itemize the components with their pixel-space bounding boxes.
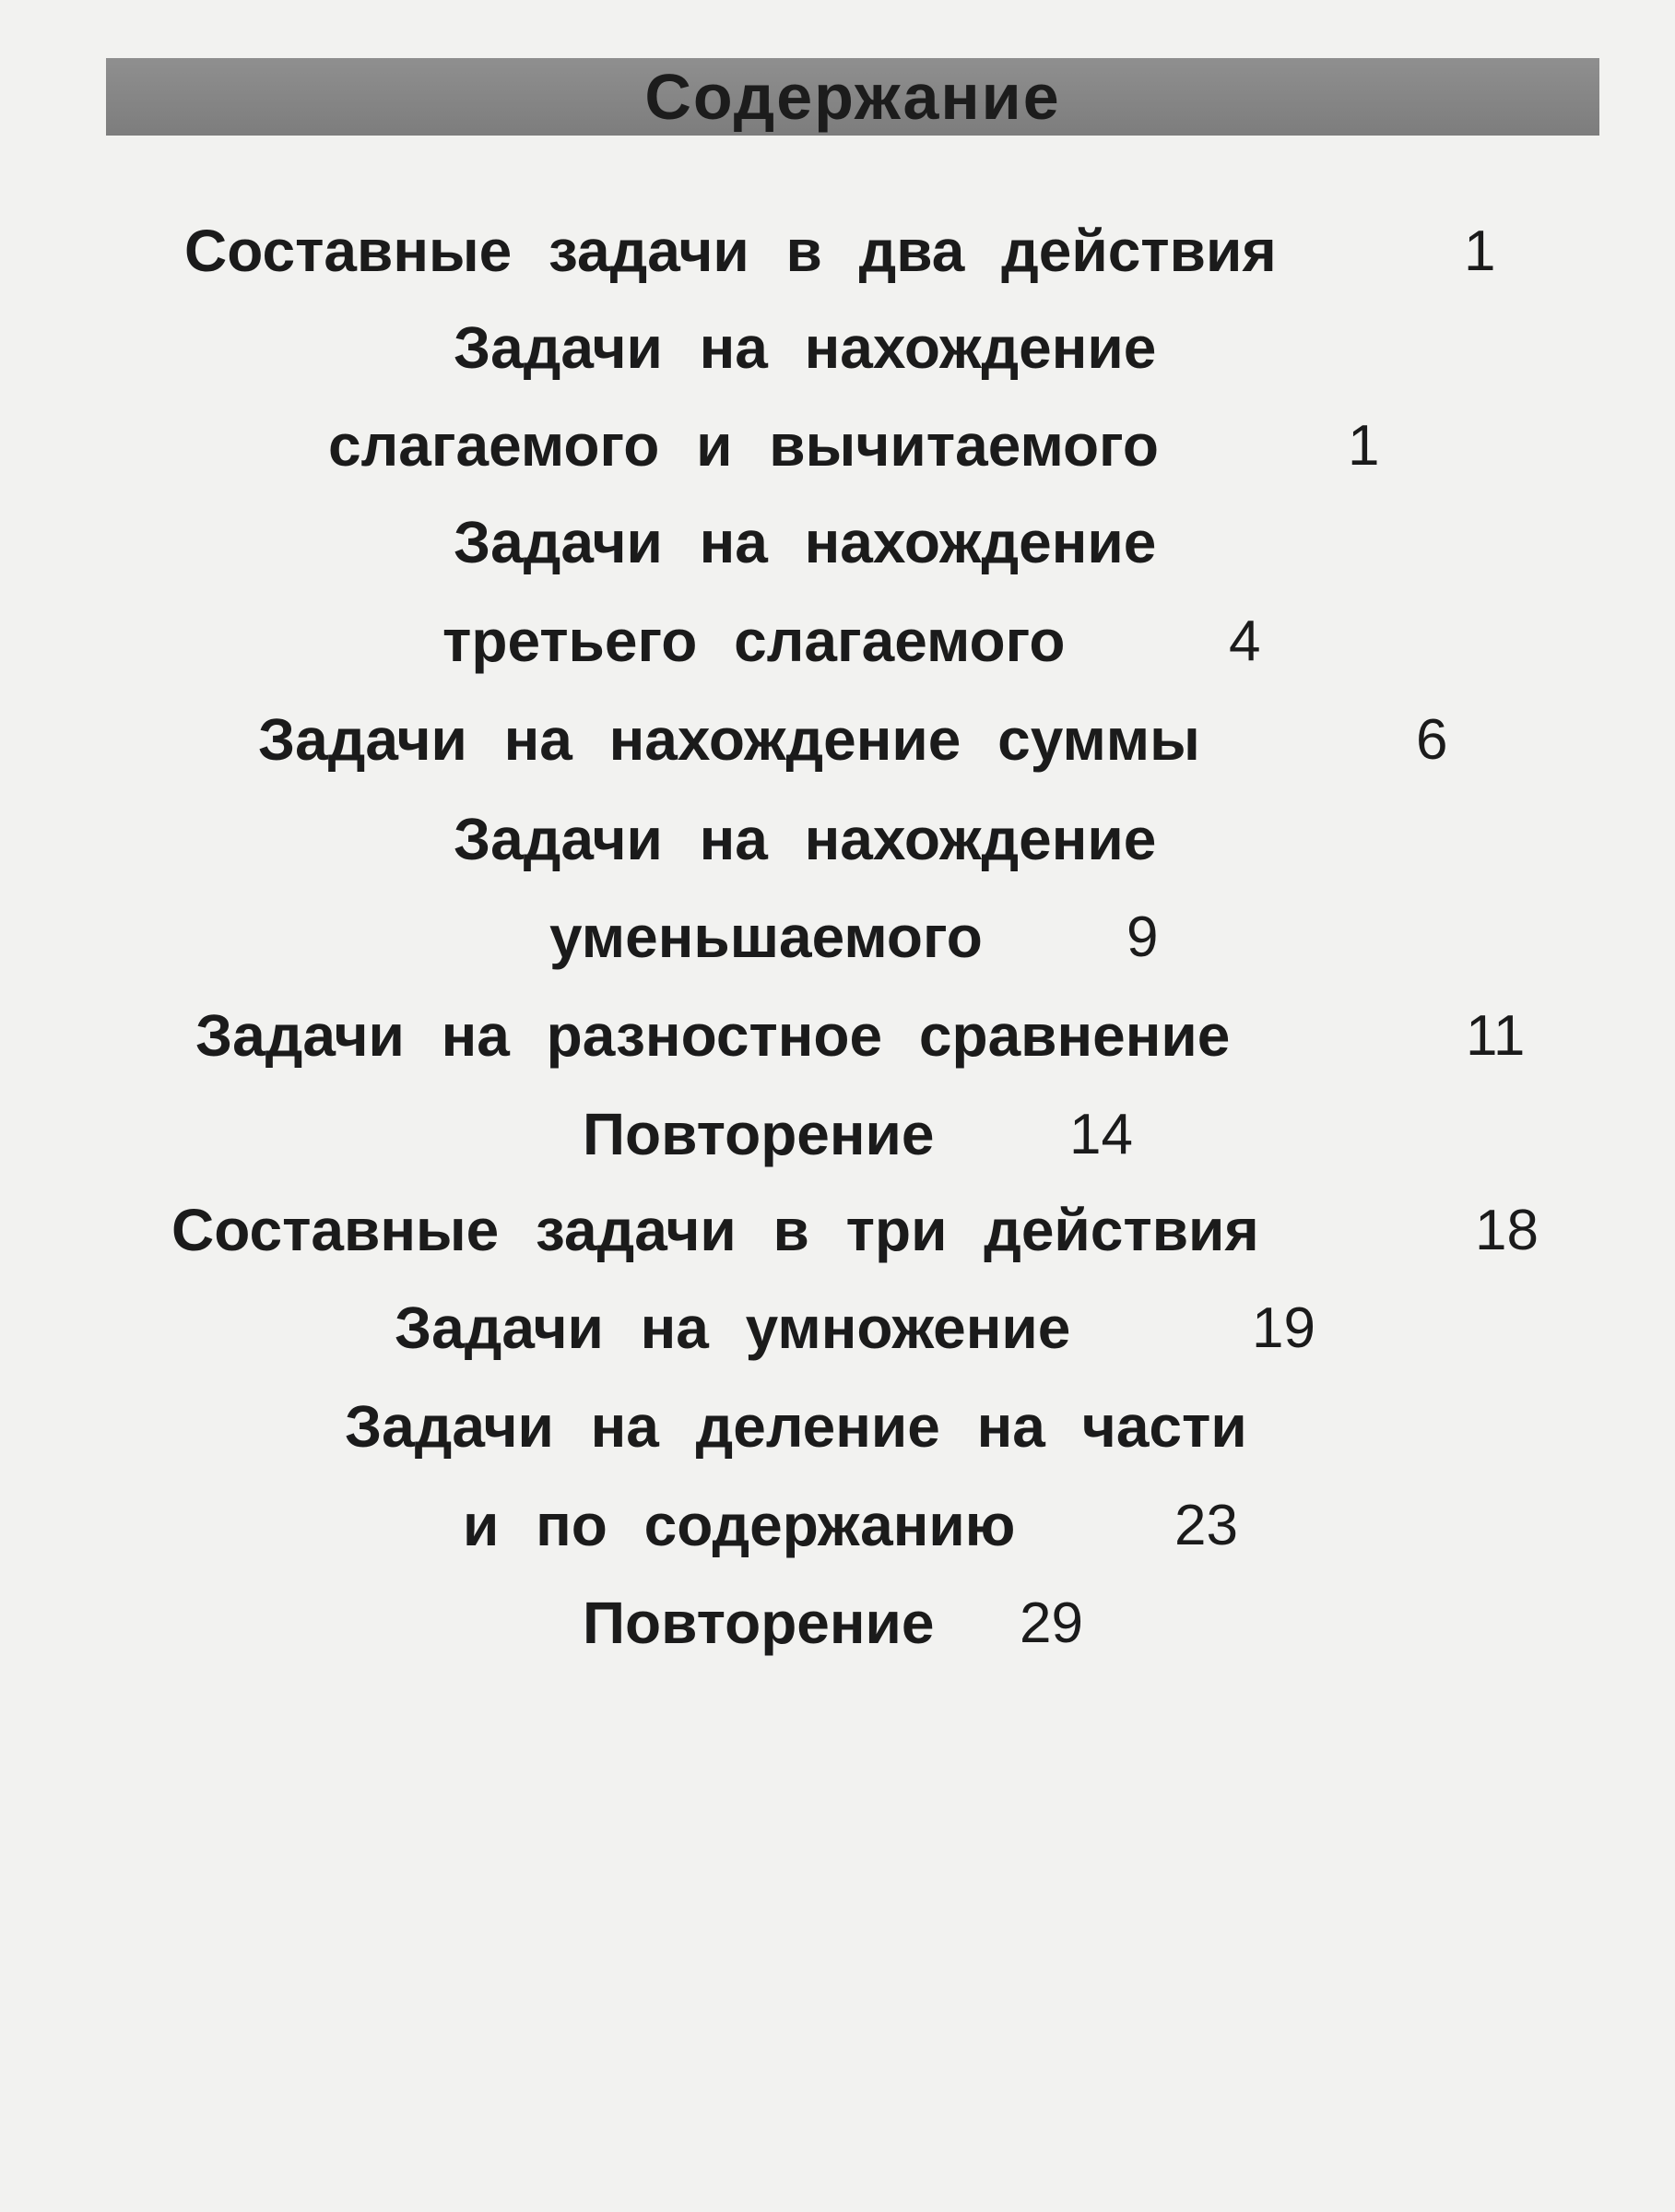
toc-page-number[interactable]: 19 (1252, 1296, 1315, 1360)
toc-page-number[interactable]: 1 (1348, 414, 1380, 478)
toc-entry-title-cont[interactable]: уменьшаемого (549, 904, 983, 970)
toc-entry-title[interactable]: Задачи на нахождение (454, 806, 1157, 872)
toc-entry-title[interactable]: Задачи на нахождение (454, 314, 1157, 381)
toc-page-number[interactable]: 23 (1174, 1494, 1238, 1557)
toc-page-number[interactable]: 6 (1416, 708, 1448, 772)
toc-page-number[interactable]: 14 (1069, 1103, 1133, 1166)
contents-title: Содержание (644, 61, 1061, 133)
toc-entry-title[interactable]: Задачи на умножение (395, 1295, 1071, 1361)
toc-page-number[interactable]: 29 (1020, 1591, 1083, 1655)
toc-entry-title[interactable]: Повторение (583, 1101, 935, 1167)
toc-entry-title[interactable]: Повторение (583, 1590, 935, 1656)
toc-entry-title[interactable]: Задачи на нахождение суммы (258, 706, 1200, 773)
toc-entry-title[interactable]: Задачи на нахождение (454, 509, 1157, 575)
toc-page-number[interactable]: 11 (1466, 1004, 1526, 1068)
toc-entry-title-cont[interactable]: слагаемого и вычитаемого (328, 412, 1159, 479)
toc-page-number[interactable]: 18 (1475, 1199, 1539, 1262)
toc-entry-title[interactable]: Составные задачи в три действия (171, 1197, 1259, 1263)
toc-entry-title[interactable]: Задачи на разностное сравнение (195, 1002, 1231, 1069)
toc-page-number[interactable]: 9 (1126, 905, 1159, 969)
toc-page-number[interactable]: 4 (1229, 609, 1261, 673)
toc-page-number[interactable]: 1 (1464, 219, 1496, 283)
toc-entry-title-cont[interactable]: и по содержанию (463, 1492, 1016, 1558)
toc-entry-title-cont[interactable]: третьего слагаемого (442, 608, 1066, 674)
toc-entry-title[interactable]: Составные задачи в два действия (184, 218, 1277, 284)
toc-entry-title[interactable]: Задачи на деление на части (345, 1393, 1247, 1460)
